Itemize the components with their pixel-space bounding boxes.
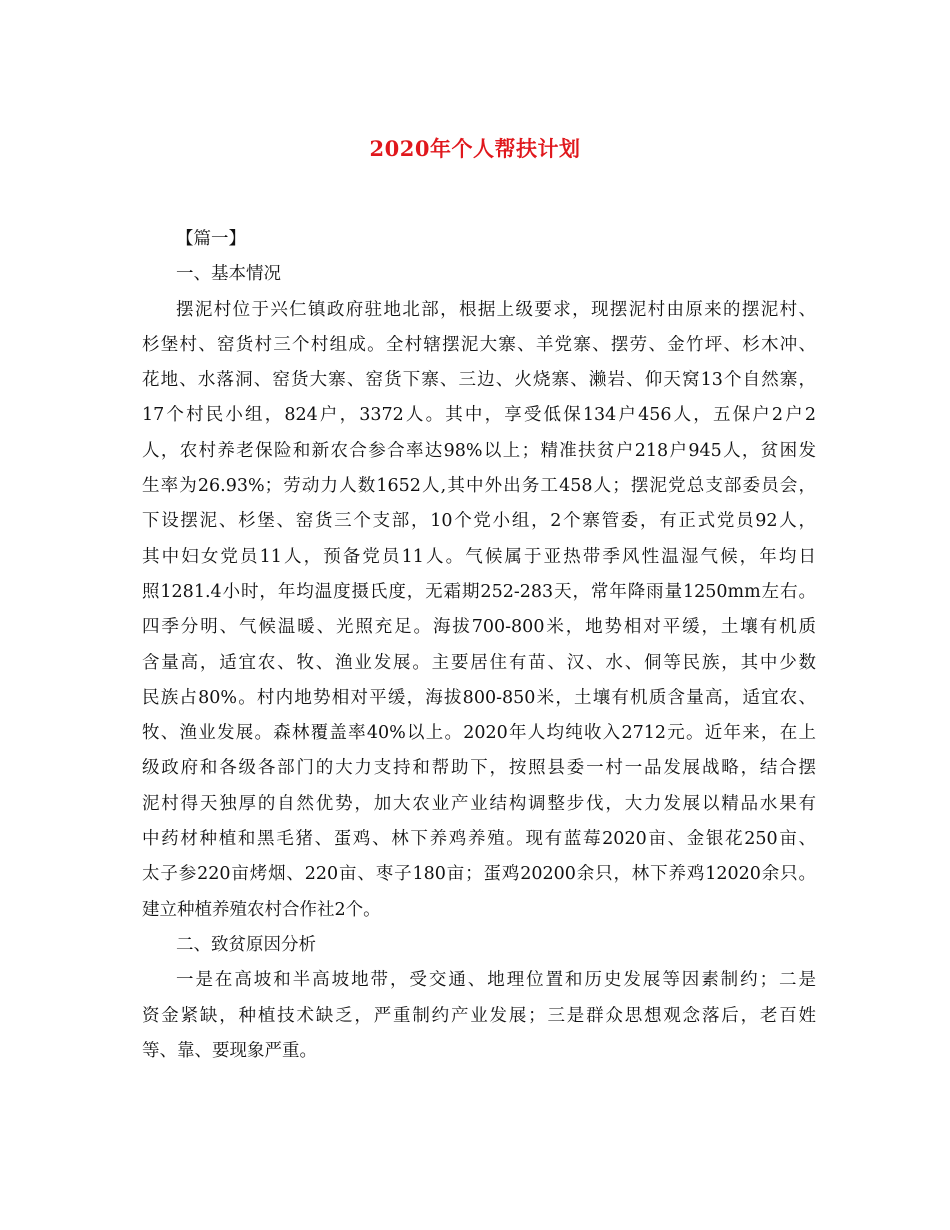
text-line: 二、致贫原因分析 (176, 934, 316, 955)
text-line: 照1281.4小时，年均温度摄氏度，无霜期252-283天，常年降雨量1250mm左右。 (142, 581, 816, 602)
text-line: 下设摆泥、杉堡、窑货三个支部，10个党小组，2个寨管委，有正式党员92人， (142, 511, 816, 532)
document-body (142, 222, 816, 1069)
text-line: 人，农村养老保险和新农合参合率达98%以上；精准扶贫户218户945人，贫困发 (142, 440, 816, 461)
text-line: 一、基本情况 (176, 264, 281, 285)
text-line: 摆泥村位于兴仁镇政府驻地北部，根据上级要求，现摆泥村由原来的摆泥村、 (176, 299, 816, 320)
text-line: 其中妇女党员11人，预备党员11人。气候属于亚热带季风性温湿气候，年均日 (142, 546, 816, 567)
text-line: 民族占80%。村内地势相对平缓，海拔800-850米，土壤有机质含量高，适宜农、 (142, 687, 816, 708)
text-line: 一是在高坡和半高坡地带，受交通、地理位置和历史发展等因素制约；二是 (176, 970, 816, 991)
text-line: 泥村得天独厚的自然优势，加大农业产业结构调整步伐，大力发展以精品水果有 (142, 793, 816, 814)
text-line: 花地、水落洞、窑货大寨、窑货下寨、三边、火烧寨、濑岩、仰天窝13个自然寨， (142, 370, 816, 391)
text-line: 太子参220亩烤烟、220亩、枣子180亩；蛋鸡20200余只，林下养鸡12020余只。 (142, 864, 816, 885)
text-line: 【篇一】 (176, 229, 246, 249)
text-line: 四季分明、气候温暖、光照充足。海拔700-800米，地势相对平缓，土壤有机质 (142, 617, 816, 638)
text-line: 级政府和各级各部门的大力支持和帮助下，按照县委一村一品发展战略，结合摆 (142, 758, 816, 779)
text-line: 含量高，适宜农、牧、渔业发展。主要居住有苗、汉、水、侗等民族，其中少数 (142, 652, 816, 673)
text-line: 生率为26.93%；劳动力人数1652人,其中外出务工458人；摆泥党总支部委员会， (142, 476, 816, 497)
text-line: 中药材种植和黑毛猪、蛋鸡、林下养鸡养殖。现有蓝莓2020亩、金银花250亩、 (142, 829, 816, 850)
text-line: 等、靠、要现象严重。 (142, 1040, 317, 1061)
text-line: 资金紧缺，种植技术缺乏，严重制约产业发展；三是群众思想观念落后，老百姓 (142, 1005, 816, 1026)
text-line: 牧、渔业发展。森林覆盖率40%以上。2020年人均纯收入2712元。近年来，在上 (142, 723, 816, 744)
text-line: 杉堡村、窑货村三个村组成。全村辖摆泥大寨、羊党寨、摆劳、金竹坪、杉木冲、 (142, 334, 816, 355)
document-title: 2020年个人帮扶计划 (369, 136, 581, 161)
text-line: 建立种植养殖农村合作社2个。 (142, 899, 381, 920)
text-line: 17个村民小组，824户，3372人。其中，享受低保134户456人，五保户2户2 (142, 405, 816, 426)
